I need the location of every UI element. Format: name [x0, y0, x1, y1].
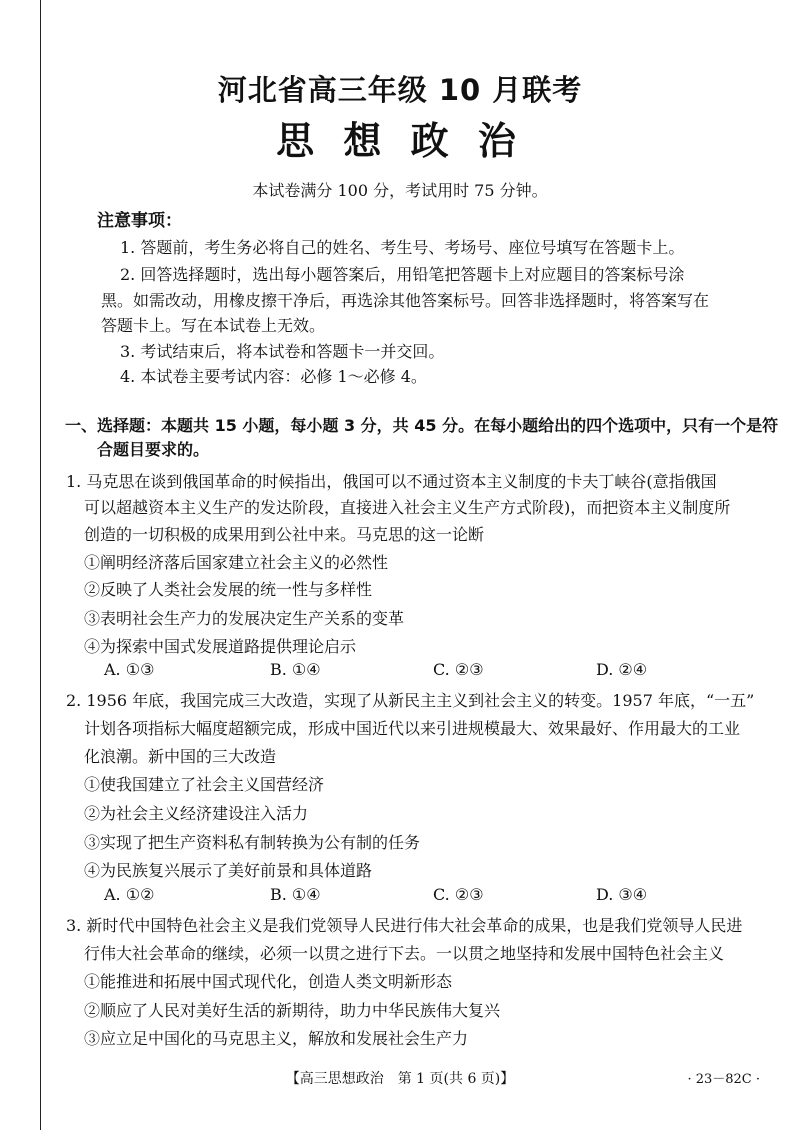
- choice-b: B. ①④: [270, 660, 321, 679]
- statement: ③应立足中国化的马克思主义，解放和发展社会生产力: [84, 1029, 469, 1048]
- question-stem: 化浪潮。新中国的三大改造: [84, 747, 277, 766]
- notice-line: 3. 考试结束后，将本试卷和答题卡一并交回。: [120, 342, 445, 361]
- question-stem: 可以超越资本主义生产的发达阶段，直接进入社会主义生产方式阶段)，而把资本主义制度所: [84, 498, 731, 517]
- statement: ③实现了把生产资料私有制转换为公有制的任务: [84, 833, 421, 852]
- notice-line: 答题卡上。写在本试卷上无效。: [101, 316, 326, 335]
- notice-line: 1. 答题前，考生务必将自己的姓名、考生号、考场号、座位号填写在答题卡上。: [120, 238, 685, 257]
- choice-c: C. ②③: [433, 660, 484, 679]
- choice-d: D. ③④: [596, 885, 648, 904]
- notice-line: 4. 本试卷主要考试内容：必修 1～必修 4。: [120, 367, 427, 386]
- notice-line: 黑。如需改动，用橡皮擦干净后，再选涂其他答案标号。回答非选择题时，将答案写在: [101, 291, 710, 310]
- choice-c: C. ②③: [433, 885, 484, 904]
- section-heading-cont: 合题目要求的。: [97, 440, 210, 459]
- statement: ④为探索中国式发展道路提供理论启示: [84, 637, 357, 656]
- statement: ③表明社会生产力的发展决定生产关系的变革: [84, 609, 405, 628]
- statement: ②反映了人类社会发展的统一性与多样性: [84, 580, 373, 599]
- question-stem: 1. 马克思在谈到俄国革命的时候指出，俄国可以不通过资本主义制度的卡夫丁峡谷(意指俄国: [66, 472, 717, 491]
- subject-title: 思 想 政 治: [276, 119, 524, 163]
- exam-title: 河北省高三年级 10 月联考: [217, 73, 583, 107]
- question-stem: 3. 新时代中国特色社会主义是我们党领导人民进行伟大社会革命的成果，也是我们党领导人民进: [66, 916, 743, 935]
- notice-line: 2. 回答选择题时，选出每小题答案后，用铅笔把答题卡上对应题目的答案标号涂: [120, 265, 685, 284]
- question-stem: 计划各项指标大幅度超额完成，形成中国近代以来引进规模最大、效果最好、作用最大的工业: [84, 719, 741, 738]
- choice-b: B. ①④: [270, 885, 321, 904]
- statement: ①阐明经济落后国家建立社会主义的必然性: [84, 553, 389, 572]
- statement: ①使我国建立了社会主义国营经济: [84, 775, 325, 794]
- statement: ④为民族复兴展示了美好前景和具体道路: [84, 861, 373, 880]
- question-stem: 创造的一切积极的成果用到公社中来。马克思的这一论断: [84, 525, 485, 544]
- choice-a: A. ①②: [104, 885, 155, 904]
- question-stem: 行伟大社会革命的继续，必须一以贯之进行下去。一以贯之地坚持和发展中国特色社会主义: [84, 944, 725, 963]
- binding-line: [40, 0, 41, 1130]
- choice-a: A. ①③: [104, 660, 155, 679]
- page-footer: 【高三思想政治 第 1 页(共 6 页)】: [285, 1071, 515, 1087]
- question-stem: 2. 1956 年底，我国完成三大改造，实现了从新民主主义到社会主义的转变。1957 年底，“一五”: [66, 691, 755, 710]
- notice-heading: 注意事项：: [97, 211, 182, 231]
- section-heading: 一、选择题：本题共 15 小题，每小题 3 分，共 45 分。在每小题给出的四个选项中，只有一个是符: [65, 416, 779, 435]
- exam-intro: 本试卷满分 100 分，考试用时 75 分钟。: [252, 181, 548, 200]
- statement: ②为社会主义经济建设注入活力: [84, 804, 309, 823]
- statement: ②顺应了人民对美好生活的新期待，助力中华民族伟大复兴: [84, 1001, 501, 1020]
- paper-code: · 23－82C ·: [687, 1072, 760, 1087]
- statement: ①能推进和拓展中国式现代化，创造人类文明新形态: [84, 972, 453, 991]
- choice-d: D. ②④: [596, 660, 648, 679]
